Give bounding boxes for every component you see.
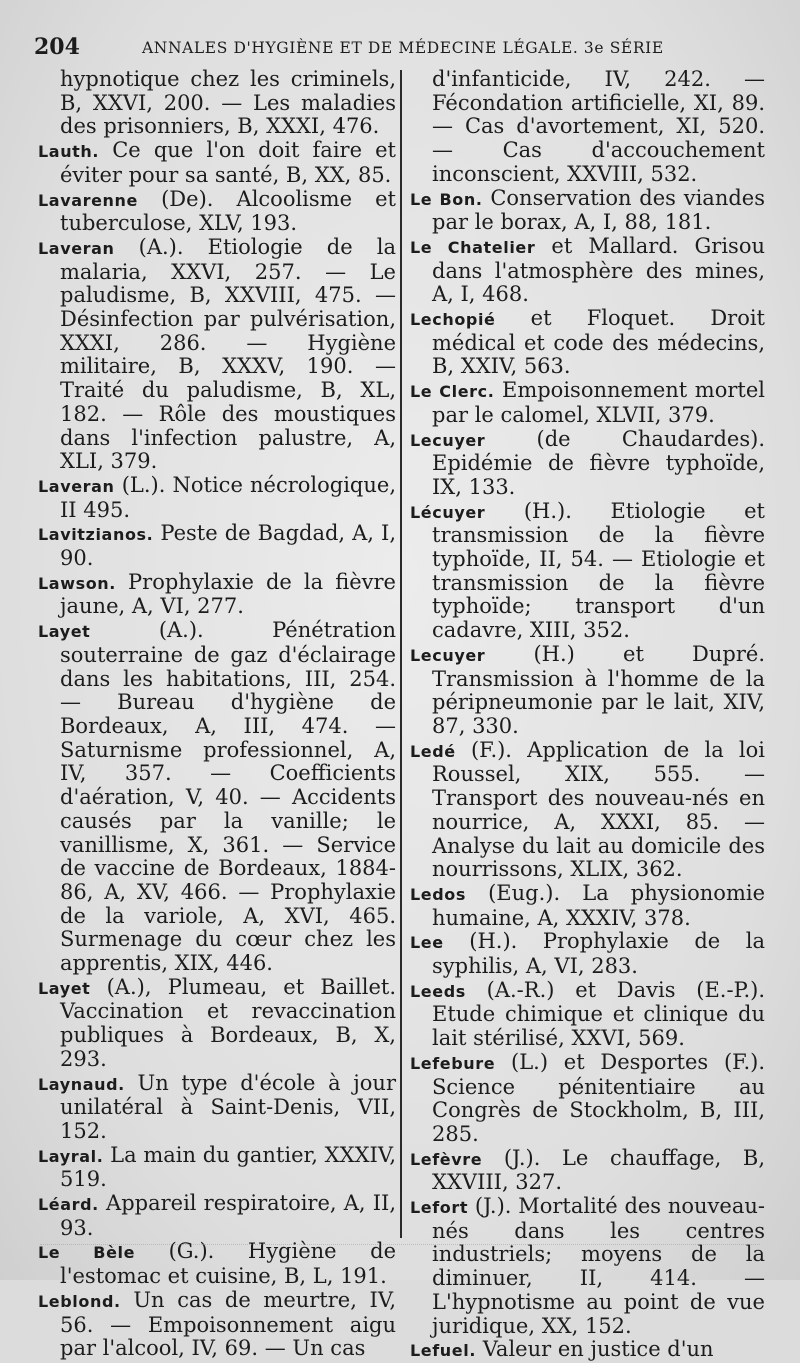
entry-author: Laynaud. <box>38 1074 125 1094</box>
entry-author: Lauth. <box>38 142 100 162</box>
entry-text: Empoisonnement mortel par le calomel, XLVII, 379. <box>432 378 765 427</box>
entry-text: (L.). Notice nécrologique, II 495. <box>60 472 396 522</box>
index-entry <box>410 930 765 978</box>
index-entry <box>38 474 396 522</box>
index-entry <box>410 307 765 379</box>
entry-author: Le Bèle <box>38 1243 136 1263</box>
entry-author: Leblond. <box>38 1291 121 1311</box>
index-entry <box>410 1338 765 1363</box>
running-title: ANNALES D'HYGIÈNE ET DE MÉDECINE LÉGALE. 3e SÉRIE <box>142 39 664 57</box>
index-entry <box>38 236 396 474</box>
entry-text: (J.). Mortalité des nouveau-nés dans les centres industriels; moyens de la diminuer, II, 414. — L'hypnotisme au point de vue juridique, XX, 152. <box>432 1194 765 1338</box>
entry-text: (H.). Etiologie et transmission de la fièvre typhoïde, II, 54. — Etiologie et transmission de la fièvre typhoïde; transport d'un cadavre, XIII, 352. <box>432 498 765 643</box>
entry-author: Layral. <box>38 1146 104 1166</box>
index-entry <box>410 1195 765 1338</box>
entry-author: Lefuel. <box>410 1341 477 1361</box>
entry-author: Lefebure <box>410 1053 496 1073</box>
entry-text: (F.). Application de la loi Roussel, XIX, 555. — Transport des nouveau-nés en nourrice, A, XXXI, 85. — Analyse du lait au domicile des nourrissons, XLIX, 362. <box>432 737 765 882</box>
entry-text: Conservation des viandes par le borax, A, I, 88, 181. <box>432 185 765 235</box>
index-entry <box>38 522 396 570</box>
left-column <box>38 68 396 1361</box>
page-header <box>34 34 774 66</box>
entry-text: Un cas de meurtre, IV, 56. — Empoisonnement aigu par l'alcool, IV, 69. — Un cas <box>60 1287 396 1361</box>
entry-text: Un type d'école à jour unilatéral à Saint-Denis, VII, 152. <box>60 1070 396 1143</box>
index-entry <box>410 379 765 427</box>
entry-text: (H.). Prophylaxie de la syphilis, A, VI, 283. <box>432 929 765 979</box>
entry-text: (G.). Hygiène de l'estomac et cuisine, B, L, 191. <box>60 1239 396 1289</box>
index-entry <box>38 139 396 187</box>
right-entries <box>410 187 765 1363</box>
index-entry <box>410 235 765 307</box>
index-entry <box>410 428 765 500</box>
entry-author: Ledé <box>410 741 456 761</box>
entry-text: (Eug.). La physionomie humaine, A, XXXIV, 378. <box>432 880 765 930</box>
page-number: 204 <box>34 34 80 60</box>
entry-author: Lecuyer <box>410 430 486 450</box>
entry-author: Le Bon. <box>410 189 483 209</box>
entry-author: Lefort <box>410 1198 469 1218</box>
index-entry <box>410 979 765 1051</box>
entry-author: Layet <box>38 978 91 998</box>
index-entry <box>38 976 396 1072</box>
index-entry <box>38 571 396 619</box>
entry-text: (A.). Pénétration souterraine de gaz d'éclairage dans les habitations, III, 254. — Bureau d'hygiène de Bordeaux, A, III, 474. — Saturnisme professionnel, A, IV, 357. — Coefficients d'aération, V, 40. — Accidents causés par la vanille; le vanillisme, X, 361. — Service de vaccine de Bordeaux, 1884-86, A, XV, 466. — Prophylaxie de la variole, A, XVI, 465. Surmenage du cœur chez les apprentis, XIX, 446. <box>60 618 396 976</box>
entry-text: Peste de Bagdad, A, I, 90. <box>60 521 396 571</box>
entry-text: Prophylaxie de la fièvre jaune, A, VI, 277. <box>60 569 396 619</box>
entry-text: Appareil respiratoire, A, II, 93. <box>60 1191 396 1240</box>
entry-author: Le Clerc. <box>410 382 495 402</box>
entry-author: Léard. <box>38 1195 99 1215</box>
entry-author: Lecuyer <box>410 645 486 665</box>
entry-author: Leeds <box>410 981 466 1001</box>
index-entry <box>410 739 765 882</box>
index-entry <box>410 643 765 739</box>
index-entry <box>410 500 765 643</box>
continuation-text: d'infanticide, IV, 242. — Fécondation artificielle, XI, 89. — Cas d'avortement, XI, 520. — Cas d'accouchement inconscient, XXVIII, 532. <box>432 67 765 186</box>
entry-author: Lécuyer <box>410 502 486 522</box>
index-entry <box>38 1289 396 1361</box>
entry-author: Le Chatelier <box>410 237 536 257</box>
entry-author: Layet <box>38 622 91 642</box>
entry-author: Lefèvre <box>410 1149 483 1169</box>
index-entry <box>38 1072 396 1144</box>
entry-text: et Mallard. Grisou dans l'atmosphère des mines, A, I, 468. <box>432 233 765 307</box>
entry-text: (L.) et Desportes (F.). Science pénitentiaire au Congrès de Stockholm, B, III, 285. <box>432 1049 765 1146</box>
entry-text: La main du gantier, XXXIV, 519. <box>60 1142 396 1192</box>
entry-text: et Floquet. Droit médical et code des médecins, B, XXIV, 563. <box>432 306 765 379</box>
column-divider <box>400 70 402 1238</box>
entry-author: Laveran <box>38 476 115 496</box>
entry-text: (A.). Etiologie de la malaria, XXVI, 257. — Le paludisme, B, XXVIII, 475. — Désinfection par pulvérisation, XXXI, 286. — Hygiène militaire, B, XXXV, 190. — Traité du paludisme, B, XL, 182. — Rôle des moustiques dans l'infection palustre, A, XLI, 379. <box>60 234 396 474</box>
continuation-text: hypnotique chez les criminels, B, XXVI, 200. — Les maladies des prisonniers, B, XXXI, 476. <box>60 67 396 139</box>
index-entry <box>410 1051 765 1147</box>
entry-author: Lechopié <box>410 310 496 330</box>
entry-author: Lavarenne <box>38 190 138 210</box>
entry-text: Valeur en justice d'un <box>476 1337 714 1362</box>
index-entry <box>410 882 765 930</box>
entry-text: (de Chaudardes). Epidémie de fièvre typhoïde, IX, 133. <box>432 426 765 499</box>
index-entry <box>38 188 396 236</box>
entry-author: Lee <box>410 933 444 953</box>
entry-author: Laveran <box>38 238 115 258</box>
entry-author: Ledos <box>410 884 467 904</box>
index-entry <box>410 187 765 235</box>
index-entry <box>38 1144 396 1192</box>
entry-text: (A.-R.) et Davis (E.-P.). Etude chimique et clinique du lait stérilisé, XXVI, 569. <box>432 977 765 1051</box>
entry-text: (J.). Le chauffage, B, XXVIII, 327. <box>432 1145 765 1195</box>
index-entry <box>410 1147 765 1195</box>
right-column <box>410 68 765 1363</box>
entry-text: (H.) et Dupré. Transmission à l'homme de la péripneumonie par le lait, XIV, 87, 330. <box>432 641 765 738</box>
left-entries <box>38 139 396 1361</box>
entry-text: (De). Alcoolisme et tuberculose, XLV, 193. <box>60 186 396 236</box>
index-entry <box>38 619 396 976</box>
entry-text: (A.), Plumeau, et Baillet. Vaccination et revaccination publiques à Bordeaux, B, X, 293. <box>60 974 396 1071</box>
entry-text: Ce que l'on doit faire et éviter pour sa santé, B, XX, 85. <box>60 138 396 187</box>
page-bottom-edge <box>40 1244 760 1265</box>
index-entry <box>38 1192 396 1240</box>
entry-author: Lavitzianos. <box>38 525 154 545</box>
entry-author: Lawson. <box>38 573 116 593</box>
